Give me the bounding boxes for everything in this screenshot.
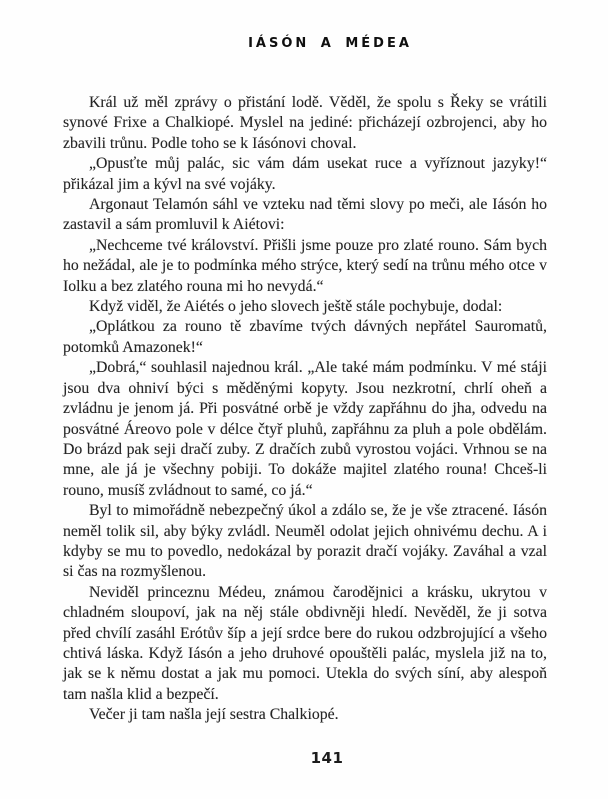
chapter-title: IÁSÓN A MÉDEA [248, 35, 412, 52]
paragraph: Byl to mimořádně nebezpečný úkol a zdálo se, že je vše ztracené. Iásón neměl tolik sil, aby býky zvládl. Neuměl odolat jejich ohnivému dechu. A i kdyby se mu to povedlo, nedokázal by porazit dračí vojáky. Zaváhal a vzal si čas na rozmyšlenou. [63, 502, 547, 581]
paragraph: Argonaut Telamón sáhl ve vzteku nad těmi slovy po meči, ale Iásón ho zastavil a sám promluvil k Aiétovi: [63, 196, 547, 234]
paragraph: Večer ji tam našla její sestra Chalkiopé. [89, 706, 339, 724]
paragraph: Král už měl zprávy o přistání lodě. Věděl, že spolu s Řeky se vrátili synové Frixe a Chalkiopé. Myslel na jediné: přicházejí ozbrojenci, aby ho zbavili trůnu. Podle toho se k Iásónovi choval. [63, 94, 547, 152]
paragraph: „Nechceme tvé království. Přišli jsme pouze pro zlaté rouno. Sám bych ho nežádal, ale je to podmínka mého strýce, který sedí na trůnu mého otce v Iolku a bez zlatého rouna mi ho nevydá.“ [63, 236, 547, 295]
paragraph: „Dobrá,“ souhlasil najednou král. „Ale také mám podmínku. V mé stáji jsou dva ohniví býci s měděnými kopyty. Jsou nezkrotní, chrlí oheň a zvládnu je jenom já. Při posvátné orbě je vždy zapřáhnu do jha, odvedu na posvátné Áreovo pole v délce čtyř pluhů, zapřáhnu za pluh a pole obdělám. Do brázd pak seji dračí zuby. Z dračích zubů vyrostou vojáci. Vrhnou se na mne, ale já je všechny pobiji. To dokáže majitel zlatého rouna! Chceš-li rouno, musíš zvládnout to samé, co já.“ [63, 359, 547, 499]
paragraph: Když viděl, že Aiétés o jeho slovech ještě stále pochybuje, dodal: [89, 298, 503, 316]
paragraph: „Oplátkou za rouno tě zbavíme tvých dávných nepřátel Sauromatů, potomků Amazonek!“ [63, 318, 547, 356]
body-text [63, 93, 547, 726]
paragraph: Neviděl princeznu Médeu, známou čarodějnici a krásku, ukrytou v chladném sloupoví, jak na něj stále obdivněji hledí. Nevěděl, že ji sotva před chvílí zasáhl Erótův šíp a její srdce bere do rukou odzbrojující a všeho chtivá láska. Když Iásón a jeho druhové opouštěli palác, myslela již na to, jak se k němu dostat a jak mu pomoci. Utekla do svých síní, aby alespoň tam našla klid a bezpečí. [63, 583, 547, 703]
paragraph: „Opusťte můj palác, sic vám dám usekat ruce a vyříznout jazyky!“ přikázal jim a kývl na své vojáky. [63, 155, 547, 193]
page-number: 141 [310, 749, 344, 767]
